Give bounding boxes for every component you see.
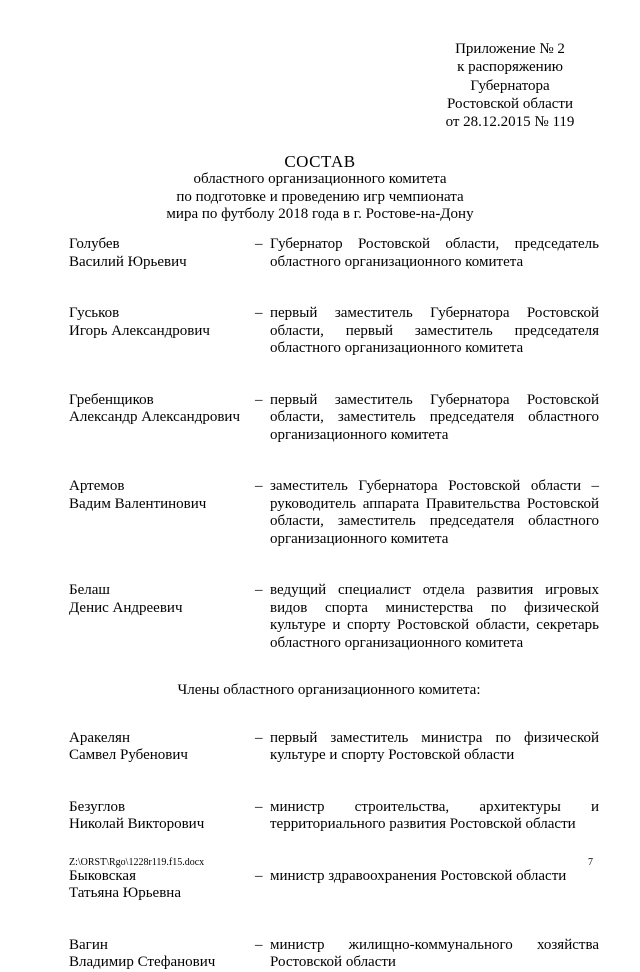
dash-separator: – (255, 305, 263, 321)
person-given-name: Николай Викторович (69, 816, 205, 832)
list-item (69, 937, 599, 972)
list-item (69, 868, 599, 903)
person-role: ведущий специалист отдела развития игровых видов спорта министерства по физической культуре и спорту Ростовской области, секретарь областного организационного комитета (270, 582, 599, 651)
appendix-line: Приложение № 2 (455, 41, 565, 57)
dash-separator: – (255, 936, 263, 953)
dash-separator: – (255, 729, 263, 746)
person-role: первый заместитель Губернатора Ростовской области, заместитель председателя областного организационного комитета (270, 391, 599, 443)
person-name (69, 582, 255, 652)
person-role: заместитель Губернатора Ростовской области – руководитель аппарата Правительства Ростовской области, заместитель председателя областного организационного комитета (270, 478, 599, 547)
page-number: 7 (588, 857, 593, 868)
person-given-name: Василий Юрьевич (69, 253, 187, 270)
person-role: Губернатор Ростовской области, председатель областного организационного комитета (270, 236, 599, 270)
person-given-name: Денис Андреевич (69, 599, 183, 616)
footer-file-path: Z:\ORST\Rgo\1228r119.f15.docx (69, 857, 205, 868)
person-given-name: Игорь Александрович (69, 322, 210, 339)
person-surname: Белаш (69, 582, 110, 598)
dash-separator: – (255, 391, 263, 408)
members-section-title: Члены областного организационного комитета: (177, 682, 481, 698)
person-surname: Аракелян (69, 729, 130, 746)
heading-line: по подготовке и проведению игр чемпионата (176, 188, 464, 205)
person-role: министр строительства, архитектуры и территориального развития Ростовской области (270, 798, 599, 832)
dash-separator: – (255, 798, 263, 815)
person-name (69, 730, 255, 765)
person-role: первый заместитель Губернатора Ростовской области, первый заместитель председателя областного организационного комитета (270, 305, 599, 356)
appendix-block (420, 40, 600, 131)
appendix-line: от 28.12.2015 № 119 (445, 114, 575, 131)
person-role: министр здравоохранения Ростовской области (270, 867, 567, 884)
list-item (69, 305, 599, 358)
person-surname: Быковская (69, 867, 136, 884)
appendix-line: к распоряжению (457, 59, 563, 76)
person-surname: Вагин (69, 936, 108, 953)
dash-separator: – (255, 236, 263, 252)
list-item (69, 478, 599, 548)
person-given-name: Александр Александрович (69, 409, 240, 425)
dash-separator: – (255, 478, 263, 494)
list-item (69, 392, 599, 445)
list-item (69, 236, 599, 271)
document-heading (100, 153, 540, 224)
list-item (69, 582, 599, 652)
dash-separator: – (255, 867, 263, 884)
heading-title: СОСТАВ (284, 152, 356, 171)
person-name (69, 868, 255, 903)
heading-line: областного организационного комитета (193, 171, 447, 187)
person-given-name: Вадим Валентинович (69, 495, 207, 512)
person-surname: Безуглов (69, 798, 126, 815)
dash-separator: – (255, 582, 263, 598)
person-role: первый заместитель министра по физической культуре и спорту Ростовской области (270, 729, 599, 763)
person-name (69, 478, 255, 548)
person-surname: Голубев (69, 236, 120, 252)
person-name (69, 392, 255, 445)
appendix-line: Губернатора (470, 77, 550, 94)
person-given-name: Самвел Рубенович (69, 747, 188, 763)
appendix-line: Ростовской области (447, 95, 573, 112)
person-name (69, 305, 255, 358)
list-item (69, 799, 599, 834)
person-name (69, 937, 255, 972)
list-item (69, 730, 599, 765)
heading-line: мира по футболу 2018 года в г. Ростове-на-Дону (166, 206, 474, 222)
person-given-name: Татьяна Юрьевна (69, 885, 181, 901)
person-surname: Гуськов (69, 305, 120, 321)
person-name (69, 236, 255, 271)
person-given-name: Владимир Стефанович (69, 954, 216, 970)
person-role: министр жилищно-коммунального хозяйства Ростовской области (270, 936, 599, 970)
person-surname: Артемов (69, 478, 125, 494)
person-name (69, 799, 255, 834)
person-surname: Гребенщиков (69, 391, 154, 408)
